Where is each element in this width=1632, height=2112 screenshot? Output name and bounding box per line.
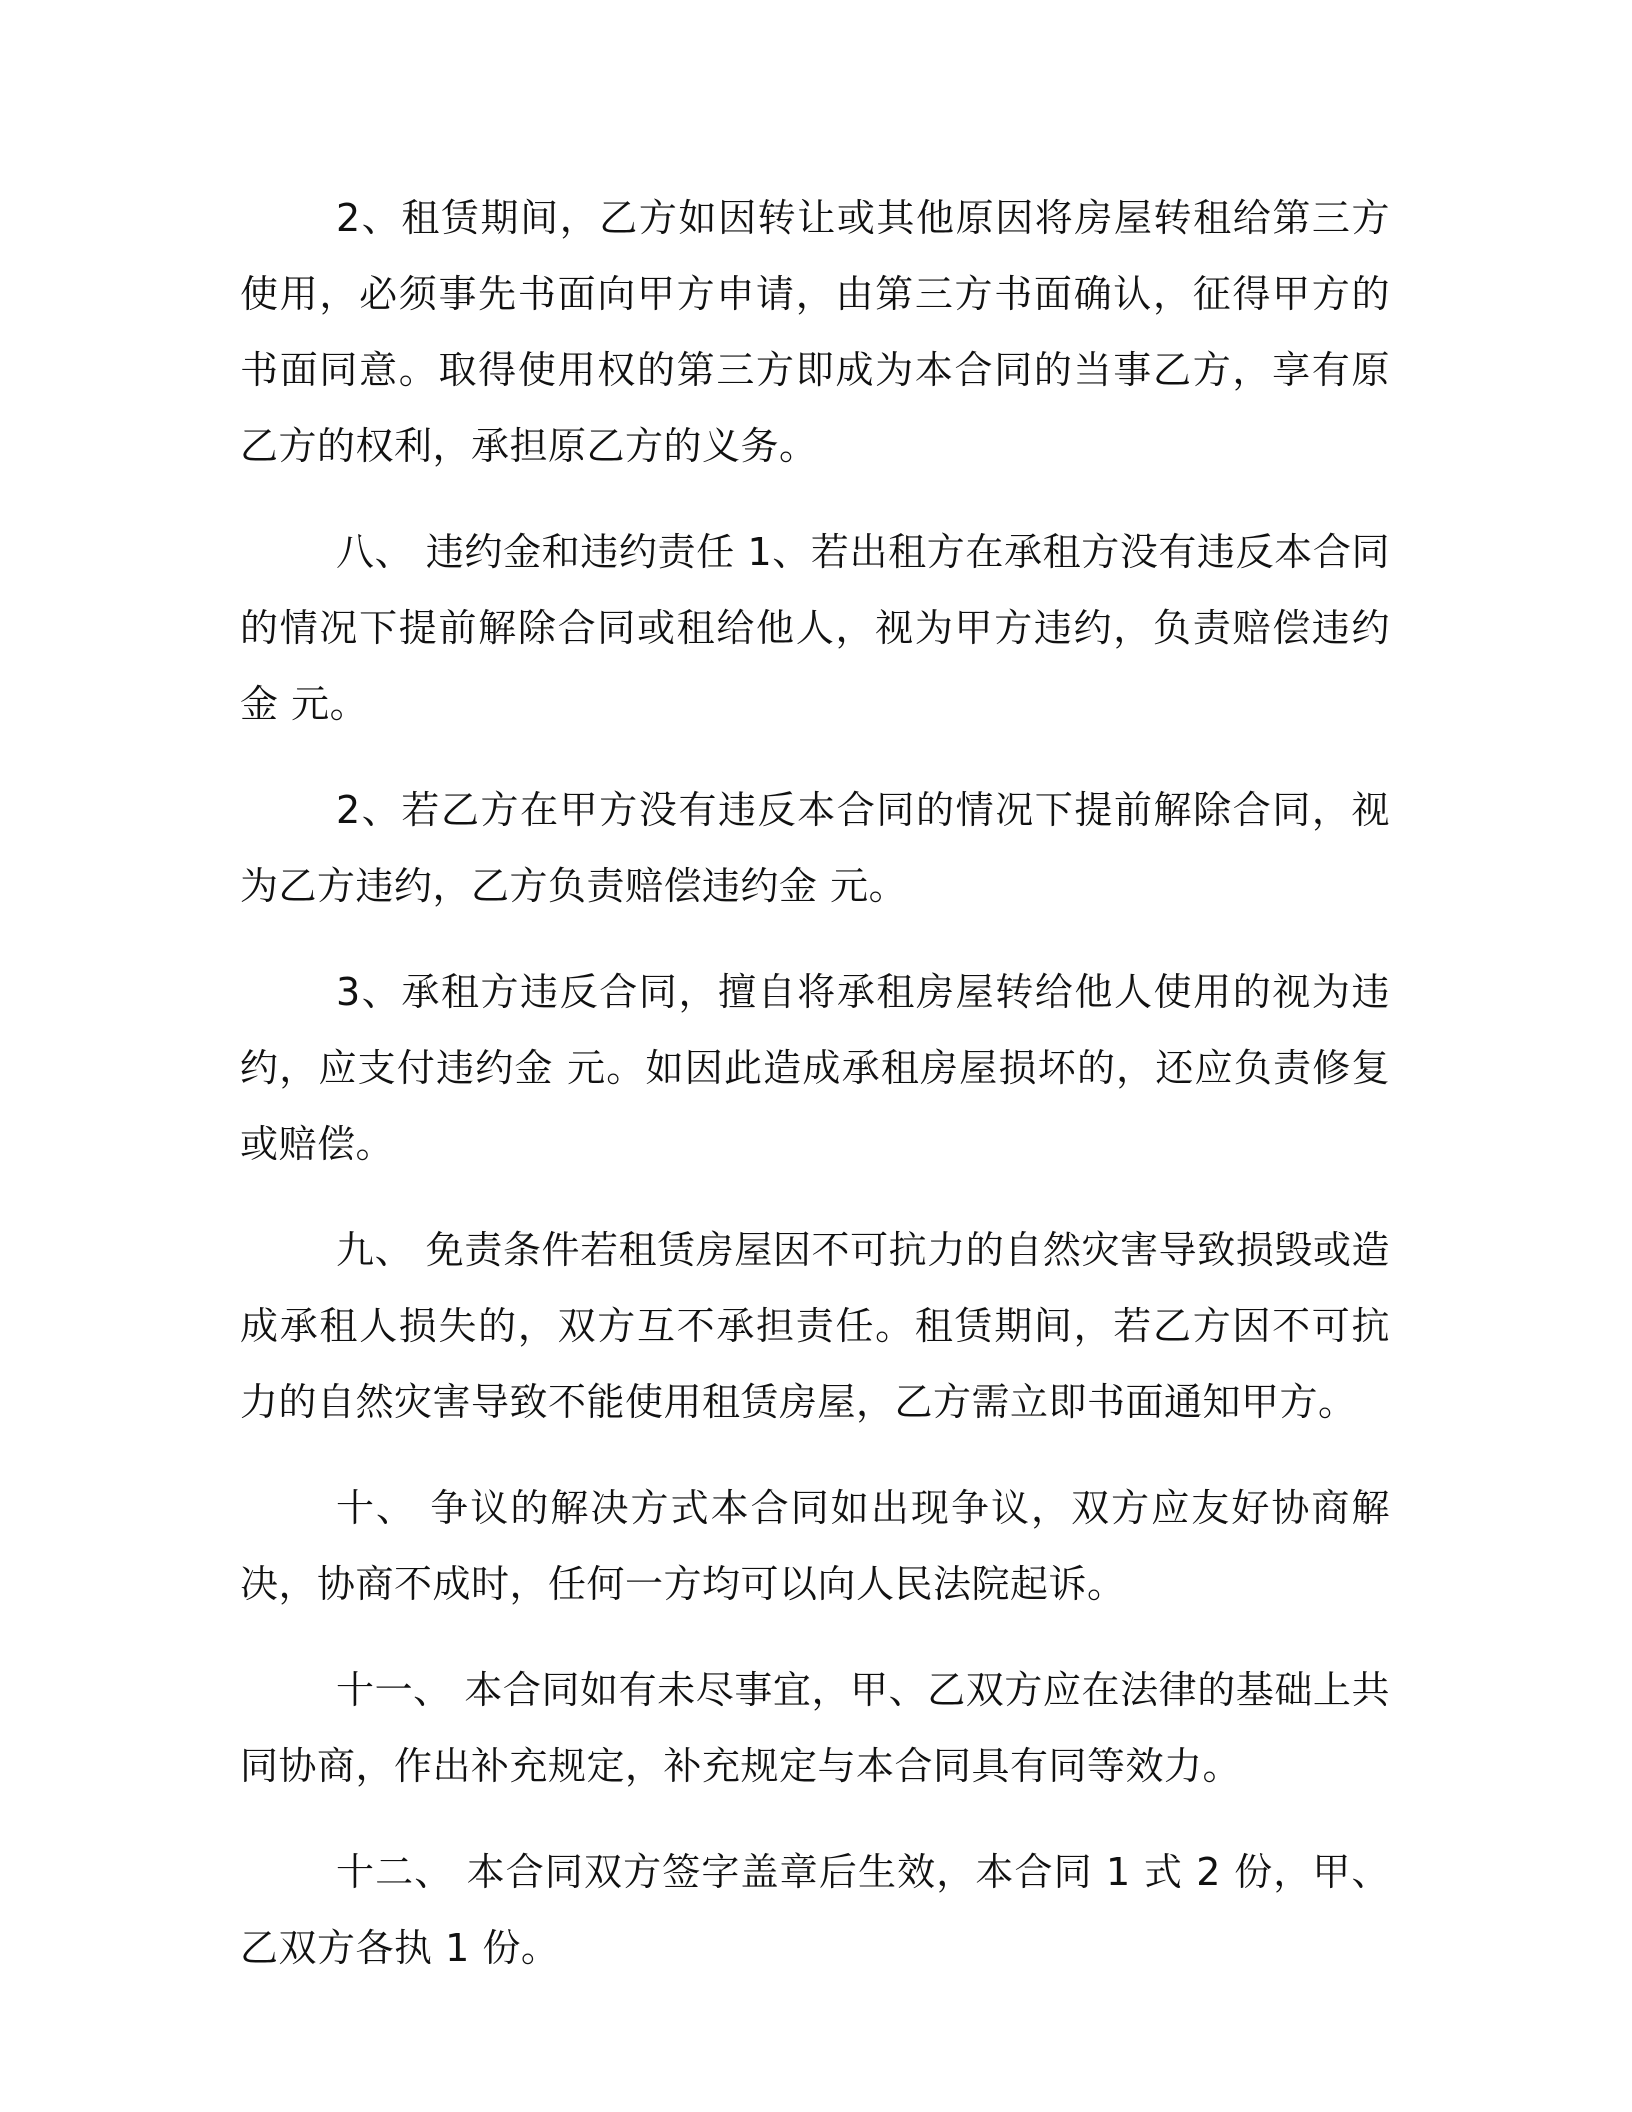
paragraph-supplementary: 十一、 本合同如有未尽事宜，甲、乙双方应在法律的基础上共同协商，作出补充规定，补充规定与本合同具有同等效力。 (240, 1668, 1390, 1788)
paragraph-sublet-clause: 2、租赁期间，乙方如因转让或其他原因将房屋转租给第三方使用，必须事先书面向甲方申请，由第三方书面确认，征得甲方的书面同意。取得使用权的第三方即成为本合同的当事乙方，享有原乙方的权利，承担原乙方的义务。 (240, 196, 1390, 468)
paragraph-breach-sublet: 3、承租方违反合同，擅自将承租房屋转给他人使用的视为违约，应支付违约金 元。如因此造成承租房屋损坏的，还应负责修复或赔偿。 (240, 970, 1390, 1166)
paragraph-breach-lessor: 八、 违约金和违约责任 1、若出租方在承租方没有违反本合同的情况下提前解除合同或租给他人，视为甲方违约，负责赔偿违约金 元。 (240, 530, 1390, 726)
paragraph-force-majeure: 九、 免责条件若租赁房屋因不可抗力的自然灾害导致损毁或造成承租人损失的，双方互不承担责任。租赁期间，若乙方因不可抗力的自然灾害导致不能使用租赁房屋，乙方需立即书面通知甲方。 (240, 1228, 1390, 1424)
paragraph-effectiveness: 十二、 本合同双方签字盖章后生效，本合同 1 式 2 份，甲、乙双方各执 1 份。 (240, 1850, 1390, 1970)
document-body (240, 180, 1390, 2016)
paragraph-dispute-resolution: 十、 争议的解决方式本合同如出现争议，双方应友好协商解决，协商不成时，任何一方均可以向人民法院起诉。 (240, 1486, 1390, 1606)
paragraph-breach-lessee: 2、若乙方在甲方没有违反本合同的情况下提前解除合同，视为乙方违约，乙方负责赔偿违约金 元。 (240, 788, 1390, 908)
